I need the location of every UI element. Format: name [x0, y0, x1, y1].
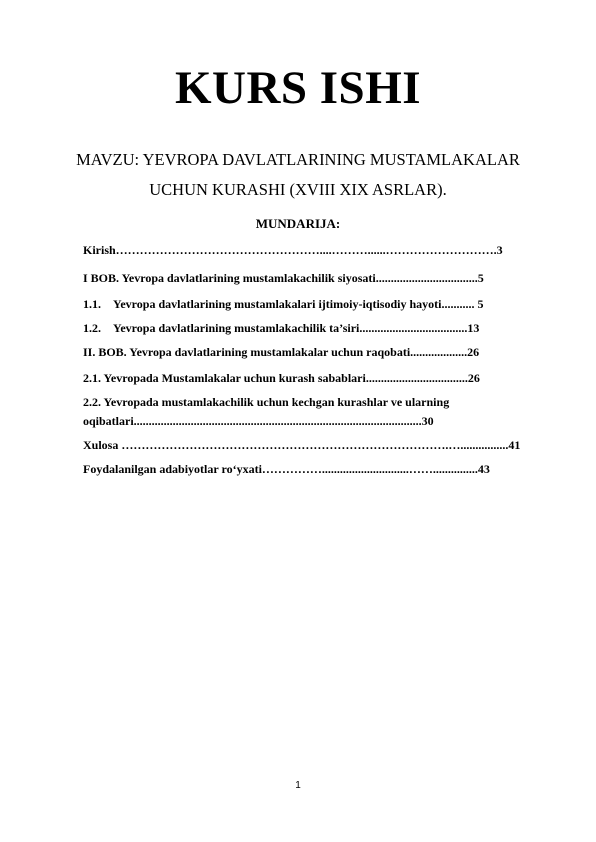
toc-entry-text: Yevropa davlatlarining mustamlakalari ijtimoiy-iqtisodiy hayoti........... 5: [113, 297, 484, 311]
document-title: KURS ISHI: [174, 62, 422, 114]
toc-entry-text: Foydalanilgan adabiyotlar ro‘yxati…………….............................……...............43: [83, 462, 490, 476]
toc-entry-text: I BOB. Yevropa davlatlarining mustamlakachilik siyosati..................................5: [83, 271, 484, 285]
toc-entry-chapter-1[interactable]: [83, 270, 547, 286]
toc-entry-number: 1.2.: [83, 321, 101, 335]
toc-entry-2-1[interactable]: [83, 370, 547, 386]
toc-entry-1-2[interactable]: [83, 320, 547, 336]
topic-heading: [60, 145, 536, 205]
toc-entry-text: oqibatlari................................................................................................30: [83, 414, 434, 428]
toc-entry-1-1[interactable]: [83, 296, 547, 312]
toc-entry-intro[interactable]: [83, 242, 547, 258]
toc-entry-2-2[interactable]: [83, 394, 547, 410]
toc-entry-references[interactable]: [83, 461, 547, 477]
toc-entry-chapter-2[interactable]: [83, 344, 547, 360]
topic-line-1: MAVZU: YEVROPA DAVLATLARINING MUSTAMLAKALAR: [76, 150, 520, 169]
toc-entry-number: 1.1.: [83, 297, 101, 311]
toc-heading: MUNDARIJA:: [255, 216, 341, 231]
toc-entry-text: II. BOB. Yevropa davlatlarining mustamlakalar uchun raqobati...................26: [83, 345, 480, 359]
toc-entry-text: 2.2. Yevropada mustamlakachilik uchun kechgan kurashlar ve ularning: [83, 395, 450, 409]
toc-entry-text: Yevropa davlatlarining mustamlakachilik ta’siri....................................13: [113, 321, 480, 335]
toc-entry-2-2-continued[interactable]: [83, 413, 547, 429]
toc-entry-text: 2.1. Yevropada Mustamlakalar uchun kurash sabablari..................................26: [83, 371, 480, 385]
toc-entry-conclusion[interactable]: [83, 437, 547, 453]
toc-entry-text: Xulosa ……………………………………………………………………….…................41: [83, 438, 521, 452]
page-number: 1: [295, 780, 301, 791]
topic-line-2: UCHUN KURASHI (XVIII XIX ASRLAR).: [149, 180, 447, 199]
toc-entry-text: Kirish……………………………………………....………......……………………….3: [83, 243, 503, 257]
